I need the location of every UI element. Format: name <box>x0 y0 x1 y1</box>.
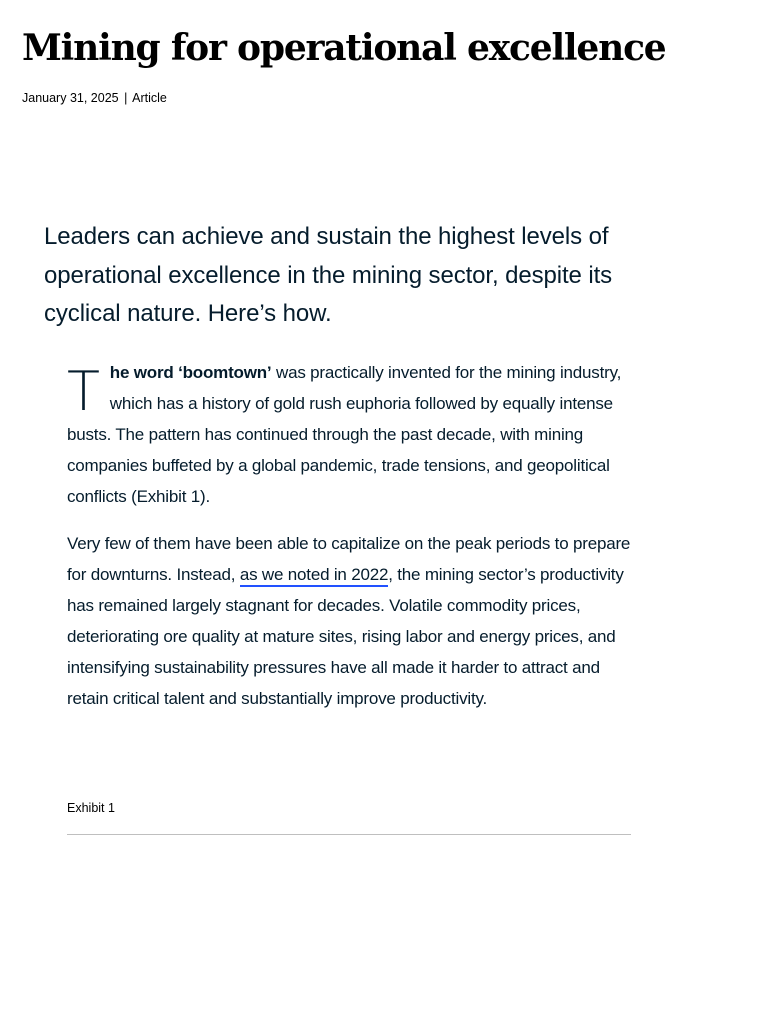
article-lede: Leaders can achieve and sustain the highest levels of operational excellence in the mining sector, despite its cyclical nature. Here’s how. <box>44 223 613 327</box>
article-type: Article <box>132 91 167 105</box>
paragraph-2-text-after: , the mining sector’s productivity has remained largely stagnant for decades. Volatile commodity prices, deteriorating ore quality at mature sites, rising labor and energy prices, and intensifying sustainability pressures have all made it harder to attract and retain critical talent and substantially improve productivity. <box>67 565 624 708</box>
paragraph-lead-bold: he word ‘boomtown’ <box>109 363 272 382</box>
article-title: Mining for operational excellence <box>22 27 666 69</box>
exhibit-label: Exhibit 1 <box>67 801 115 815</box>
drop-cap: T <box>67 360 100 423</box>
paragraph-1-text: was practically invented for the mining industry, which has a history of gold rush euphoria followed by equally intense busts. The pattern has continued through the past decade, with mining companies buffeted by a global pandemic, trade tensions, and geopolitical conflicts (Exhibit 1). <box>67 363 622 506</box>
exhibit-divider <box>67 834 631 835</box>
article-meta <box>22 90 167 106</box>
meta-separator: | <box>124 91 128 105</box>
paragraph-2-text-before: Very few of them have been able to capitalize on the peak periods to prepare for downturns. Instead, <box>67 534 631 584</box>
paragraph-1 <box>67 357 635 512</box>
paragraph-2 <box>67 528 635 714</box>
article-date: January 31, 2025 <box>22 91 119 105</box>
as-we-noted-link[interactable]: as we noted in 2022 <box>240 565 388 587</box>
article-body <box>67 357 635 730</box>
